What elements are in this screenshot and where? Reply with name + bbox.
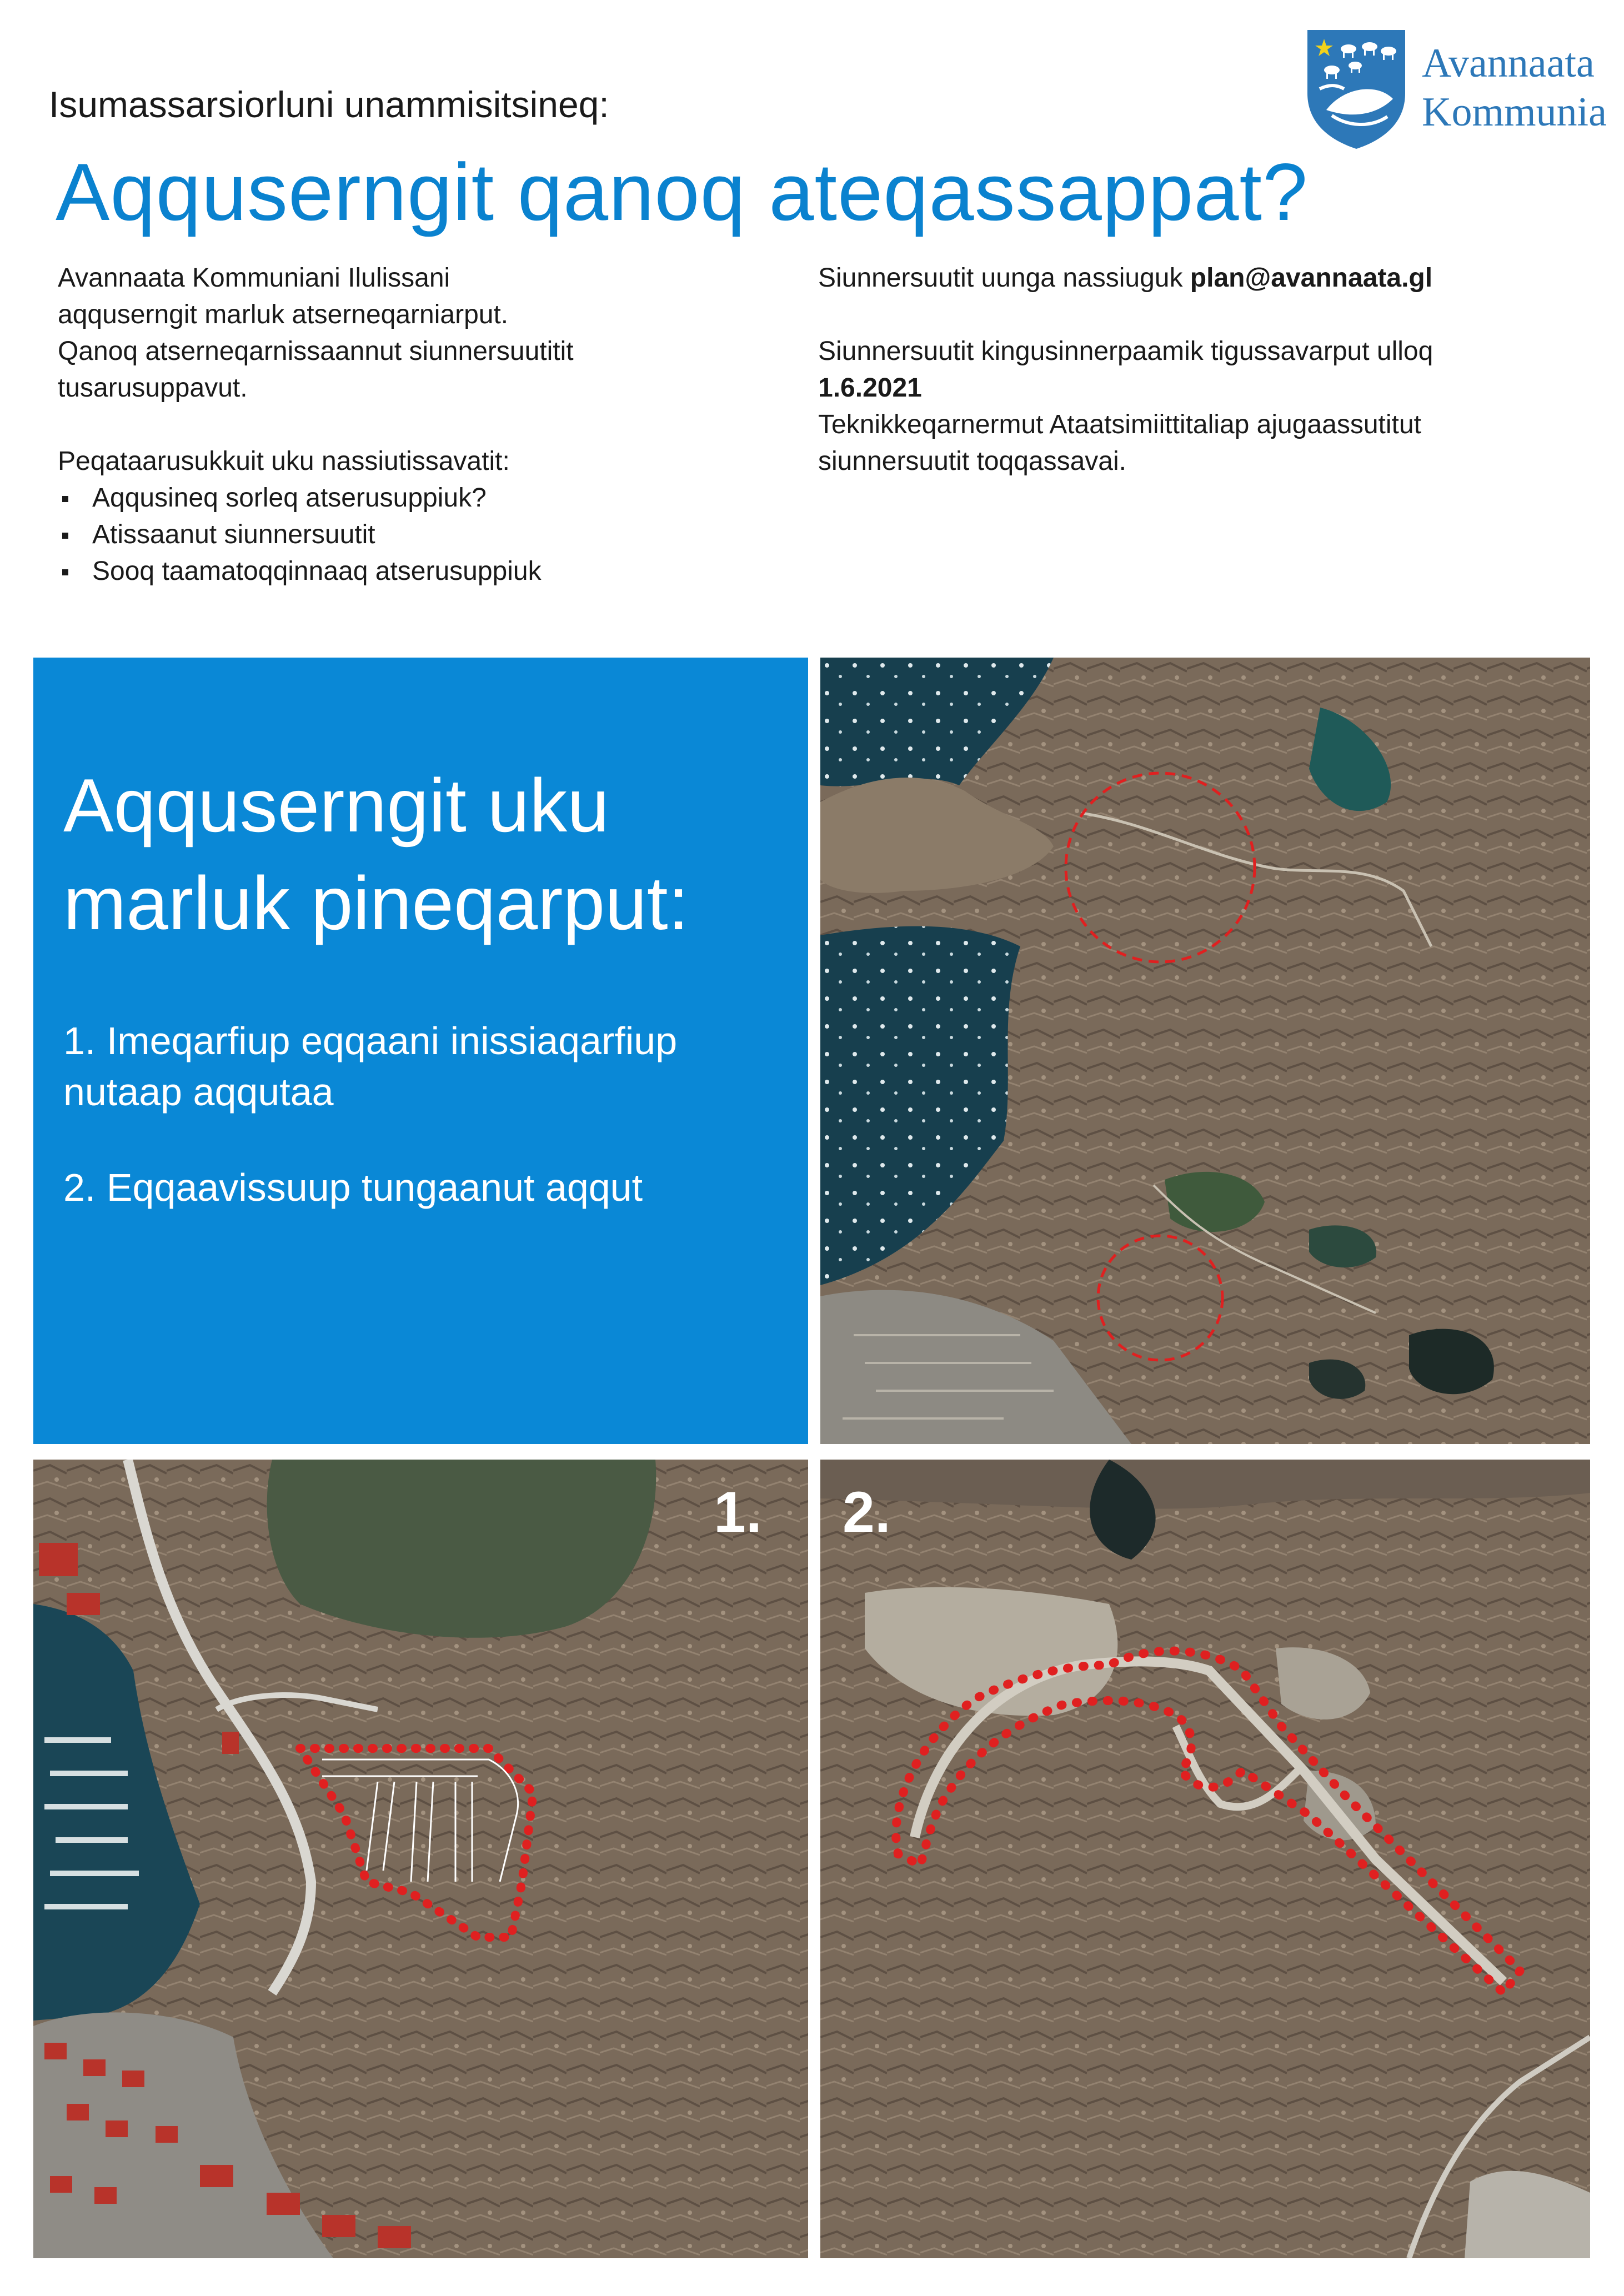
brand-name-line1: Avannaata: [1422, 41, 1595, 86]
overview-aerial-map: [820, 658, 1590, 1444]
road-item-1-line2: nutaap aqqutaa: [63, 1070, 334, 1114]
road-item-1-line1: 1. Imeqarfiup eqqaani inissiaqarfiup: [63, 1019, 678, 1062]
brand-name-line2: Kommunia: [1422, 89, 1607, 135]
intro-left: [58, 260, 780, 590]
deadline-date: 1.6.2021: [818, 373, 922, 403]
decision-line: Teknikkeqarnermut Ataatsimiittitaliap ajugaassutitut: [818, 410, 1421, 439]
panel-title-line1: Aqquserngit uku: [63, 763, 609, 848]
list-title: Peqataarusukkuit uku nassiutissavatit:: [58, 447, 510, 476]
page-title: Aqquserngit qanoq ateqassappat?: [56, 147, 1309, 237]
panel-title: [63, 756, 785, 952]
road-item-1: [63, 1015, 785, 1117]
intro-line: aqquserngit marluk atserneqarniarput.: [58, 300, 509, 329]
decision-line: siunnersuutit toqqassavai.: [818, 447, 1126, 476]
deadline-text: Siunnersuutit kingusinnerpaamik tigussavarput ulloq: [818, 337, 1433, 366]
intro-line: Qanoq atserneqarnissaannut siunnersuutitit: [58, 337, 574, 366]
kicker-text: Isumassarsiorluni unammisitsineq:: [49, 84, 609, 125]
email-link[interactable]: plan@avannaata.gl: [1190, 263, 1433, 293]
brand-name: [1422, 39, 1607, 137]
detail-map-road-2: [820, 1460, 1590, 2258]
tile-label-1: 1.: [714, 1480, 762, 1545]
intro-right: [818, 260, 1596, 480]
email-prefix: Siunnersuutit uunga nassiuguk: [818, 263, 1190, 293]
intro-line: Avannaata Kommuniani Ilulissani: [58, 263, 450, 293]
detail-map-road-1: [33, 1460, 808, 2258]
list-item: Sooq taamatoqqinnaaq atserusuppiuk: [58, 553, 780, 590]
list-item: Atissaanut siunnersuutit: [58, 517, 780, 553]
list-item: Aqqusineq sorleq atserusuppiuk?: [58, 480, 780, 517]
road-item-2: 2. Eqqaavissuup tungaanut aqqut: [63, 1166, 643, 1209]
submission-list: [58, 480, 780, 590]
tile-label-2: 2.: [843, 1480, 891, 1545]
intro-line: tusarusuppavut.: [58, 373, 248, 403]
email-line: [818, 260, 1596, 297]
panel-title-line2: marluk pineqarput:: [63, 861, 689, 945]
coat-of-arms-icon: [1304, 27, 1409, 151]
